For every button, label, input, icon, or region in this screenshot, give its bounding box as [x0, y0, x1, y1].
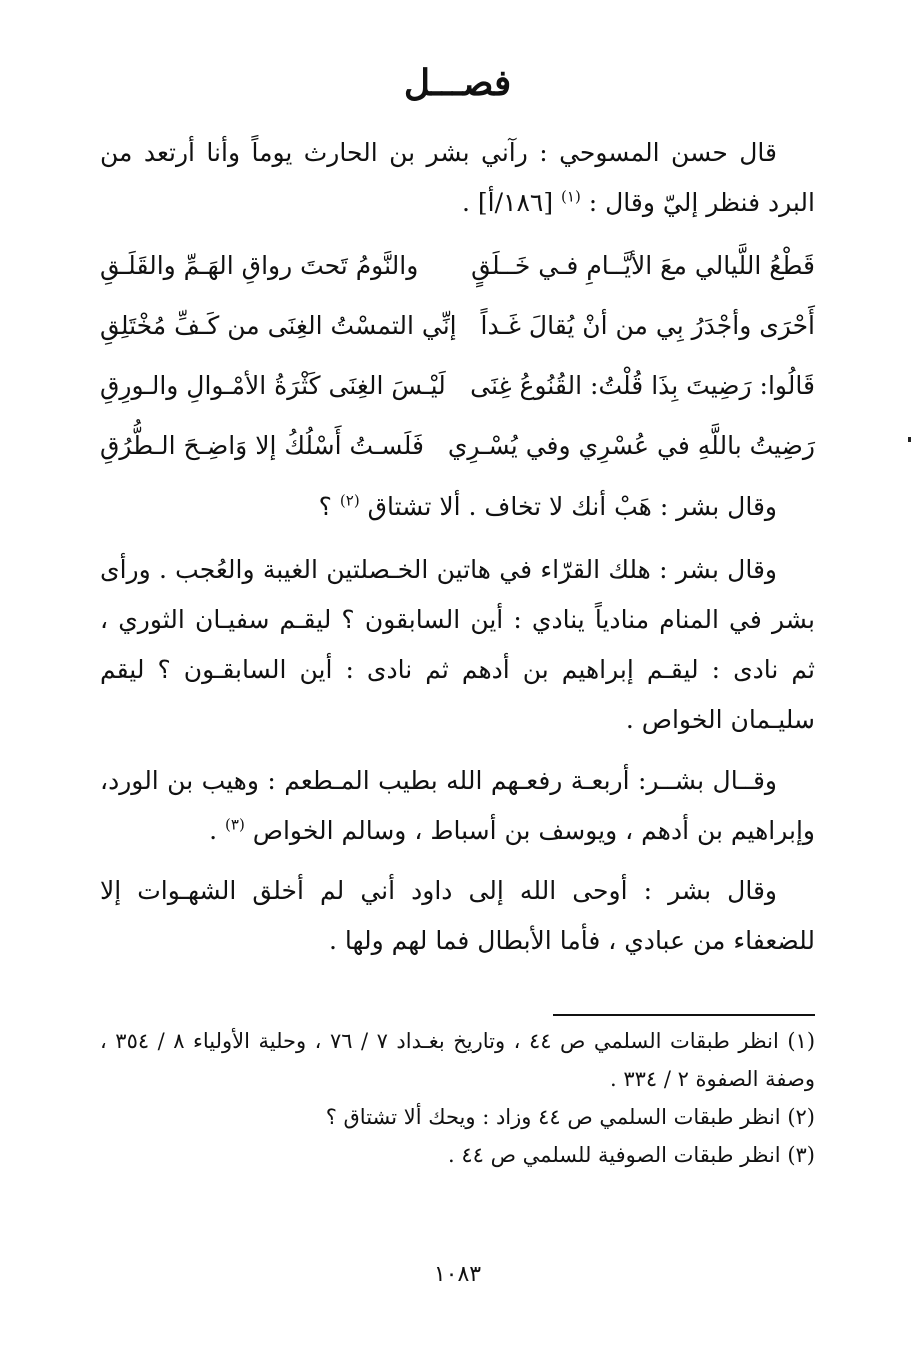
verse-3-first-hemistich: قَالُوا: رَضِيتَ بِذَا قُلْتُ: القُنُوعُ غِنَى	[470, 371, 815, 400]
question-mark: ؟	[318, 492, 340, 521]
verse-line-4	[100, 416, 815, 476]
footnote-ref-1[interactable]: (١)	[561, 187, 581, 206]
paragraph-text: قال حسن المسوحي : رآني بشر بن الحارث يوماً وأنا أرتعد من البرد فنظر إليّ وقال :	[100, 138, 815, 217]
paragraph-text: وقال بشر : هَبْ أنك لا تخاف . ألا تشتاق	[367, 492, 777, 521]
scan-mark	[908, 437, 911, 442]
paragraph-bishr-fear	[100, 482, 815, 532]
paragraph-qurra: وقال بشر : هلك القرّاء في هاتين الخـصلتين الغيبة والعُجب . ورأى بشر في المنام منادياً ينادي : أين السابقون ؟ ليقـم سفيـان الثوري ، ثم نادى : ليقـم إبراهيم بن أدهم ثم نادى : أين السابقـون ؟ ليقم سليـمان الخواص .	[100, 555, 815, 734]
verse-3-second-hemistich: لَيْـسَ الغِنَى كَثْرَةُ الأمْـوالِ والـورِقِ	[100, 371, 446, 400]
period: .	[209, 816, 226, 845]
verse-4-first-hemistich: رَضِيتُ باللَّهِ في عُسْرِي وفي يُسْـرِي	[447, 431, 815, 460]
verse-1-first-hemistich: قَطْعُ اللَّيالي معَ الأيَّــامِ فـي خَــلَقٍ	[471, 251, 815, 280]
verse-line-1	[100, 236, 815, 296]
verse-line-2	[100, 296, 815, 356]
paragraph-dawud: وقال بشر : أوحى الله إلى داود أني لم أخلق الشهـوات إلا للضعفاء من عبادي ، فأما الأبطال فما لهم ولها .	[100, 876, 815, 955]
footnote-3: (٣) انظر طبقات الصوفية للسلمي ص ٤٤ .	[448, 1143, 815, 1167]
verse-2-second-hemistich: إنِّي التمسْتُ الغِنَى من كَـفِّ مُخْتَلِقِ	[100, 311, 457, 340]
footnote-1: (١) انظر طبقات السلمي ص ٤٤ ، وتاريخ بغـداد ٧ / ٧٦ ، وحلية الأولياء ٨ / ٣٥٤ ، وصفة الصفوة ٢ / ٣٣٤ .	[100, 1029, 816, 1091]
verse-2-first-hemistich: أَحْرَى وأجْدَرُ بِي من أنْ يُقالَ غَـداً	[480, 311, 815, 340]
footnote-ref-2[interactable]: (٢)	[339, 491, 360, 510]
footnote-ref-3[interactable]: (٣)	[225, 815, 245, 834]
verse-line-3	[100, 356, 815, 416]
paragraph-text: وقــال بشــر: أربعـة رفعـهم الله بطيب المـطعم : وهيب بن الورد، وإبراهيم بن أدهم ، ويوسف بن أسباط ، وسالم الخواص	[100, 766, 815, 845]
paragraph-four-men	[100, 756, 815, 856]
verse-4-second-hemistich: فَلَسـتُ أَسْلُكُ إلا وَاضِـحَ الـطُّرُقِ	[100, 431, 424, 460]
verse-1-second-hemistich: والنَّومُ تَحتَ رواقِ الهَـمِّ والقَلَـقِ	[100, 251, 419, 280]
paragraph-hasan-al-masuhi	[100, 128, 815, 228]
folio-marker: [١٨٦/أ] .	[462, 188, 562, 217]
footnote-separator	[553, 1014, 815, 1016]
footnote-2: (٢) انظر طبقات السلمي ص ٤٤ وزاد : ويحك ألا تشتاق ؟	[325, 1105, 815, 1129]
footnotes	[100, 1022, 815, 1174]
page-number: ١٠٨٣	[433, 1262, 482, 1287]
section-title: فصـــل	[403, 62, 512, 104]
book-page	[100, 0, 815, 1355]
